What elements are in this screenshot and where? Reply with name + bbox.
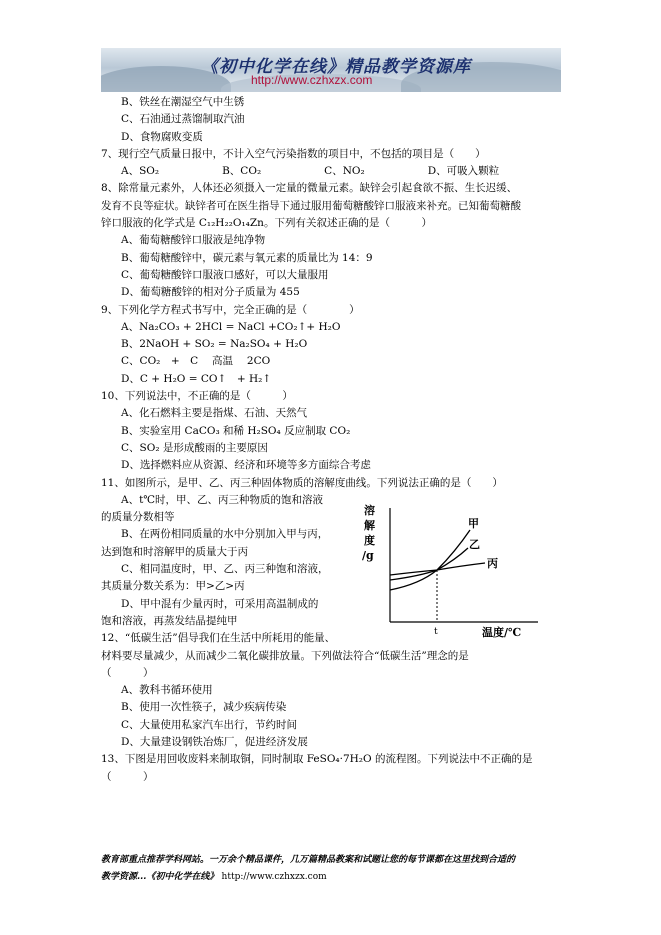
y-axis-label-2: 解 (364, 519, 375, 532)
x-tick-label-t: t (434, 627, 438, 637)
banner-title: 《初中化学在线》精品教学资源库 (201, 57, 471, 77)
header-banner (101, 48, 561, 92)
option-line: D、大量建设钢铁冶炼厂，促进经济发展 (121, 735, 308, 748)
option-line: D、C + H₂O = CO↑ + H₂↑ (121, 372, 272, 385)
option-line: C、大量使用私家汽车出行，节约时间 (121, 718, 298, 731)
footer-line-1: 教育部重点推荐学科网站。一万余个精品课件，几万篇精品教案和试题让您的每节课都在这里找到合适的 (101, 855, 516, 865)
option-line: A、化石燃料主要是指煤、石油、天然气 (121, 407, 308, 420)
question-13: 13、下图是用回收废料来制取铜，同时制取 FeSO₄·7H₂O 的流程图。下列说法中不正确的是 (101, 753, 533, 766)
question-10: 10、下列说法中，不正确的是（ ） (101, 390, 293, 403)
option-line: A、Na₂CO₃ + 2HCl = NaCl +CO₂↑+ H₂O (121, 320, 341, 333)
x-axis-label: 温度/℃ (482, 626, 522, 639)
option-continuation: 饱和溶液，再蒸发结晶提纯甲 (101, 614, 238, 627)
option-line: A、SO₂ B、CO₂ C、NO₂ D、可吸入颗粒 (121, 165, 500, 178)
footer-line-2 (101, 869, 561, 886)
y-axis-label-3: 度 (364, 534, 375, 547)
option-line: D、选择燃料应从资源、经济和环境等多方面综合考虑 (121, 459, 371, 472)
option-continuation: 的质量分数相等 (101, 511, 175, 524)
option-line: C、葡萄糖酸锌口服液口感好，可以大量服用 (121, 268, 329, 281)
option-line: B、铁丝在潮湿空气中生锈 (121, 96, 245, 108)
question-12: 12、“低碳生活”倡导我们在生活中所耗用的能量、 (101, 632, 336, 645)
series-label-yi: 乙 (469, 538, 480, 551)
y-axis-label-4: /g (362, 549, 374, 562)
option-continuation: 达到饱和时溶解甲的质量大于丙 (101, 545, 248, 558)
option-line: A、教科书循环使用 (121, 684, 213, 697)
question-8-text: 发育不良等症状。缺锌者可在医生指导下通过服用葡萄糖酸锌口服液来补充。已知葡萄糖酸 (101, 199, 521, 212)
question-11: 11、如图所示，是甲、乙、丙三种固体物质的溶解度曲线。下列说法正确的是（ ） (101, 476, 503, 489)
option-line: B、使用一次性筷子，减少疾病传染 (121, 701, 287, 714)
option-line: B、实验室用 CaCO₃ 和稀 H₂SO₄ 反应制取 CO₂ (121, 424, 351, 437)
banner-url-link[interactable]: http://www.czhxzx.com (251, 73, 373, 87)
option-line: D、葡萄糖酸锌的相对分子质量为 455 (121, 286, 300, 299)
option-line: C、SO₂ 是形成酸雨的主要原因 (121, 441, 268, 454)
question-content (101, 94, 561, 786)
footer-url-link[interactable]: http://www.czhxzx.com (221, 872, 327, 882)
page-footer (101, 852, 561, 886)
series-label-bing: 丙 (487, 557, 498, 570)
option-line: C、相同温度时，甲、乙、丙三种饱和溶液， (121, 563, 329, 576)
solubility-chart (350, 500, 550, 645)
question-8: 8、除常量元素外，人体还必须摄入一定量的微量元素。缺锌会引起食欲不振、生长迟缓、 (101, 182, 518, 195)
option-line: C、CO₂ + C 高温 2CO (121, 355, 271, 368)
answer-blank: （ ） (101, 770, 154, 783)
question-8-text: 锌口服液的化学式是 C₁₂H₂₂O₁₄Zn。下列有关叙述正确的是（ ） (101, 217, 432, 230)
option-line: D、甲中混有少量丙时，可采用高温制成的 (121, 597, 319, 610)
option-line: B、葡萄糖酸锌中，碳元素与氧元素的质量比为 14：9 (121, 251, 373, 264)
question-12-text: 材料要尽量减少，从而减少二氧化碳排放量。下列做法符合“低碳生活”理念的是 (101, 649, 469, 662)
footer-text: 教学资源...《初中化学在线》 (101, 872, 219, 882)
option-line: A、葡萄糖酸锌口服液是纯净物 (121, 234, 266, 247)
question-7: 7、现行空气质量日报中，不计入空气污染指数的项目中，不包括的项目是（ ） (101, 147, 486, 160)
option-line: B、在两份相同质量的水中分别加入甲与丙， (121, 528, 329, 541)
option-line: B、2NaOH + SO₂ = Na₂SO₄ + H₂O (121, 338, 308, 351)
option-continuation: 其质量分数关系为：甲>乙>丙 (101, 580, 245, 593)
y-axis-label-1: 溶 (364, 504, 375, 517)
question-9: 9、下列化学方程式书写中，完全正确的是（ ） (101, 303, 360, 316)
series-jia-curve (390, 530, 470, 590)
option-line: A、t℃时，甲、乙、丙三种物质的饱和溶液 (121, 493, 324, 506)
option-line: D、食物腐败变质 (121, 130, 203, 143)
series-label-jia: 甲 (468, 517, 479, 530)
answer-blank: （ ） (101, 666, 154, 679)
option-line: C、石油通过蒸馏制取汽油 (121, 113, 245, 126)
